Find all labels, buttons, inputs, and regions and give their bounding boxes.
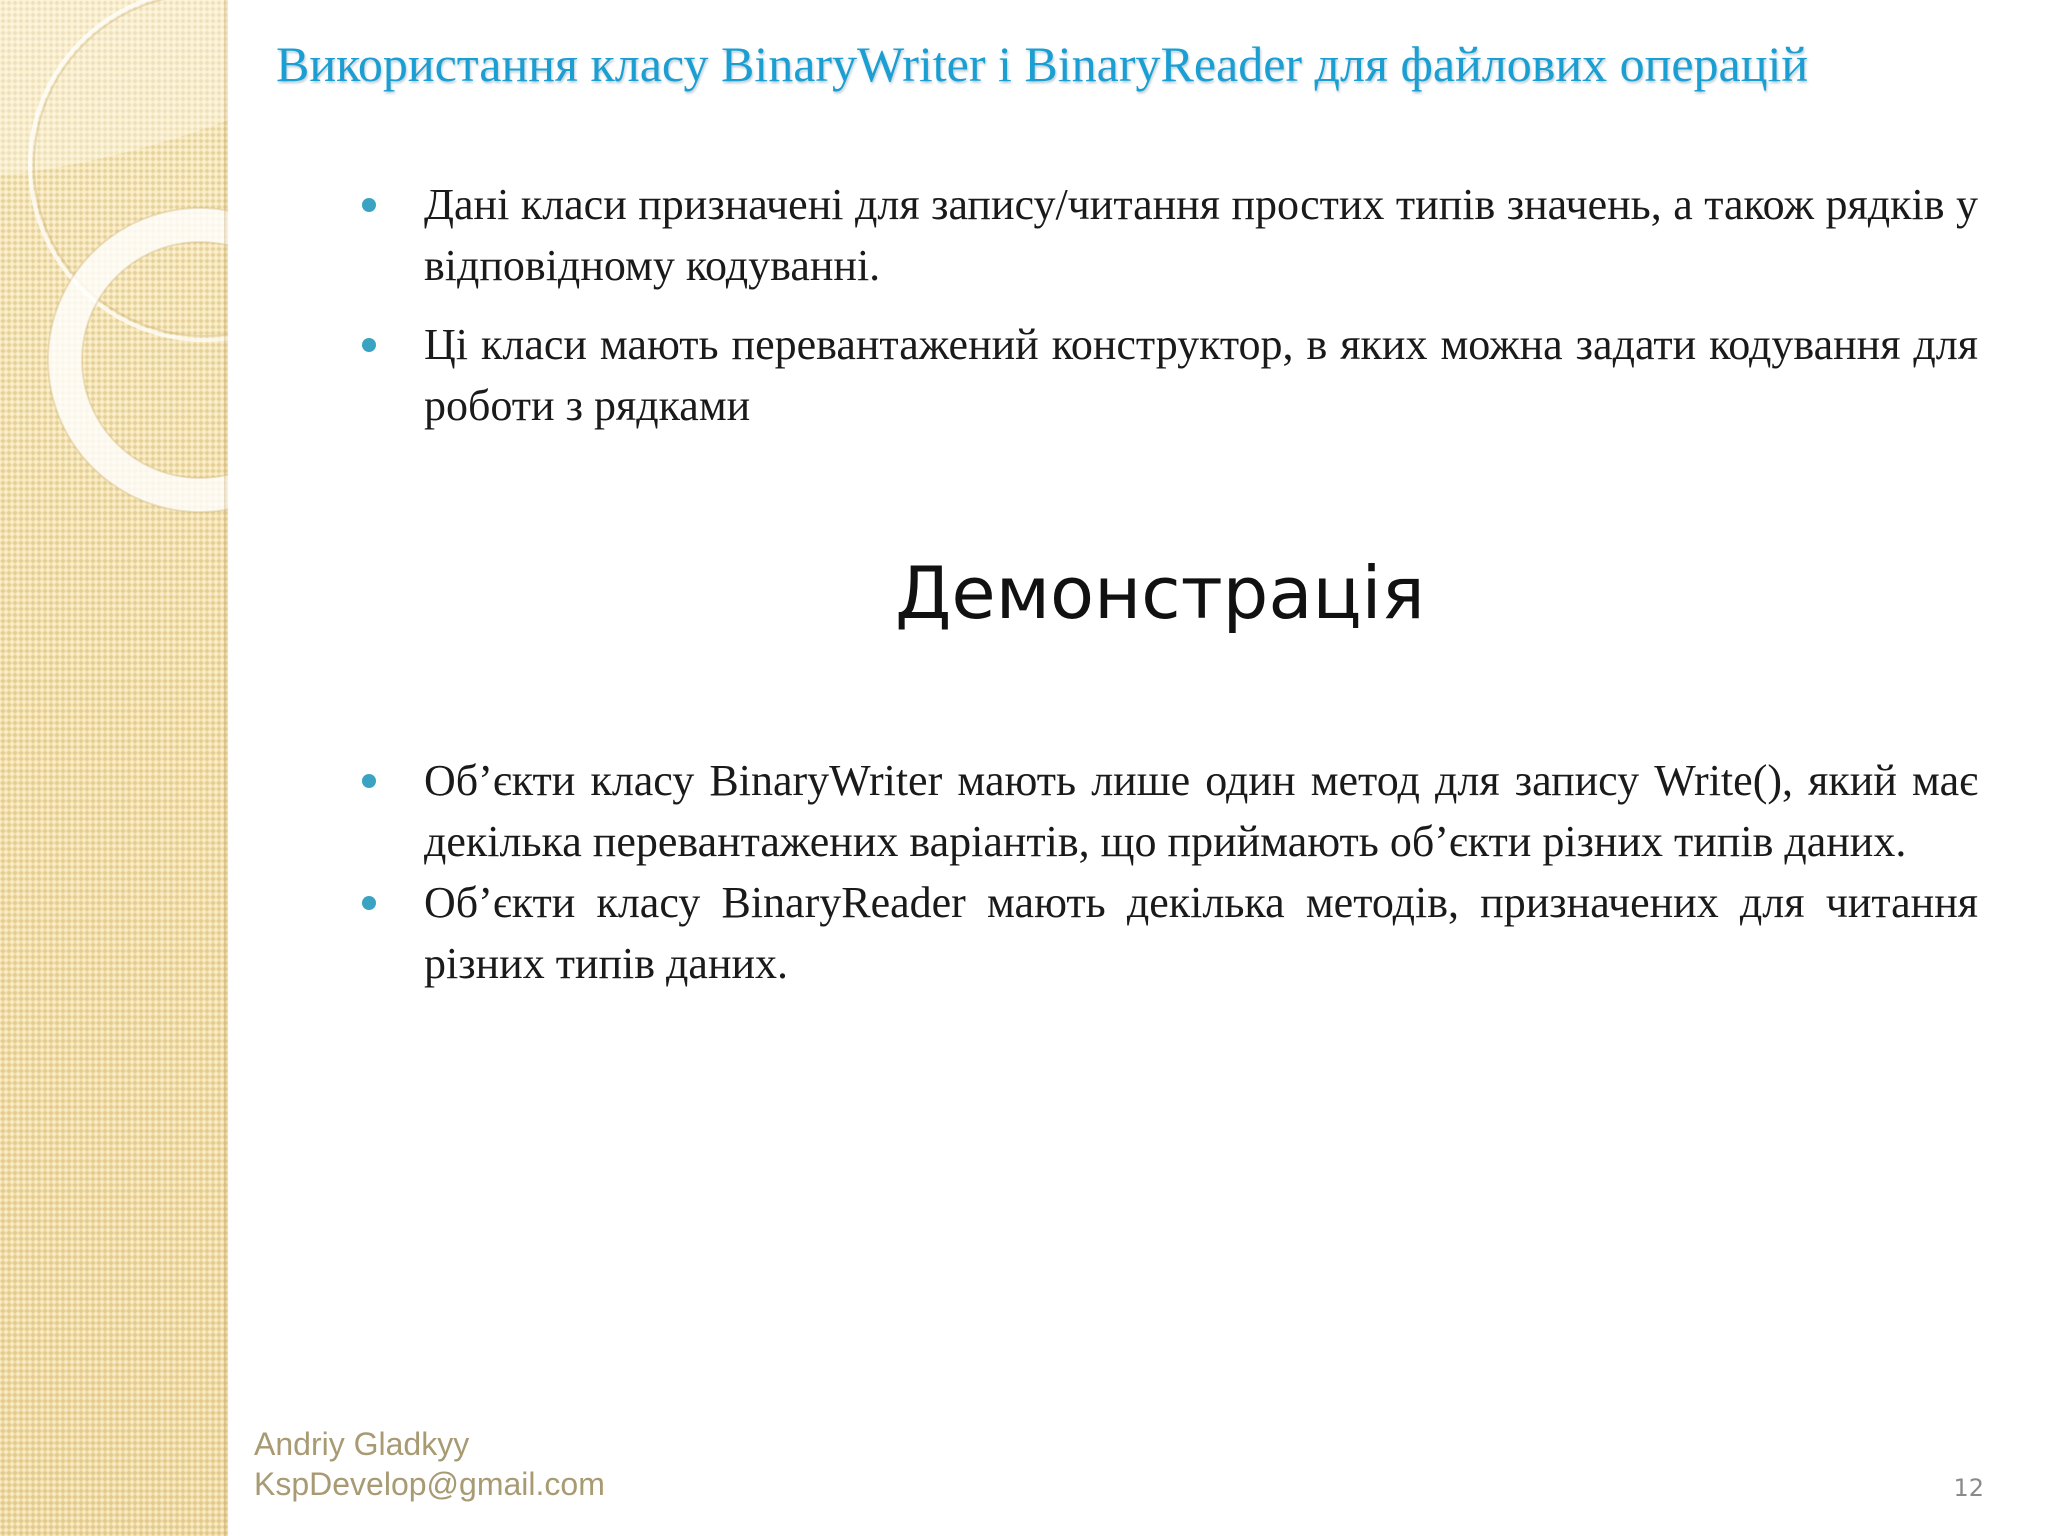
bullet-text: Ці класи мають перевантажений конструктор, в яких можна задати кодування для роботи з рядками [424, 320, 1978, 430]
bullet-text: Об’єкти класу BinaryReader мають декілька методів, призначених для читання різних типів даних. [424, 878, 1978, 988]
author-email: KspDevelop@gmail.com [254, 1466, 605, 1502]
bullet-item [360, 314, 1978, 436]
bullet-icon [362, 338, 376, 352]
bullet-icon [362, 198, 376, 212]
bullet-item [360, 750, 1978, 872]
bullet-item [360, 174, 1978, 296]
bullet-list-bottom [360, 750, 1978, 994]
demo-heading: Демонстрація [895, 551, 1425, 635]
bullet-text: Дані класи призначені для запису/читання простих типів значень, а також рядків у відповідному кодуванні. [424, 180, 1978, 290]
author-name: Andriy Gladkyy [254, 1426, 470, 1462]
decorative-sidebar [0, 0, 228, 1536]
sidebar-edge-shadow [224, 0, 229, 1536]
bullet-icon [362, 896, 376, 910]
decorative-rings [0, 0, 228, 1536]
bullet-list-top [360, 174, 1978, 454]
page-number: 12 [1953, 1474, 1984, 1502]
slide-title: Використання класу BinaryWriter і BinaryReader для файлових операцій [276, 36, 1809, 92]
bullet-text: Об’єкти класу BinaryWriter мають лише один метод для запису Write(), який має декілька перевантажених варіантів, що приймають об’єкти різних типів даних. [424, 756, 1978, 866]
bullet-icon [362, 774, 376, 788]
footer-author-block [254, 1424, 605, 1504]
bullet-item [360, 872, 1978, 994]
